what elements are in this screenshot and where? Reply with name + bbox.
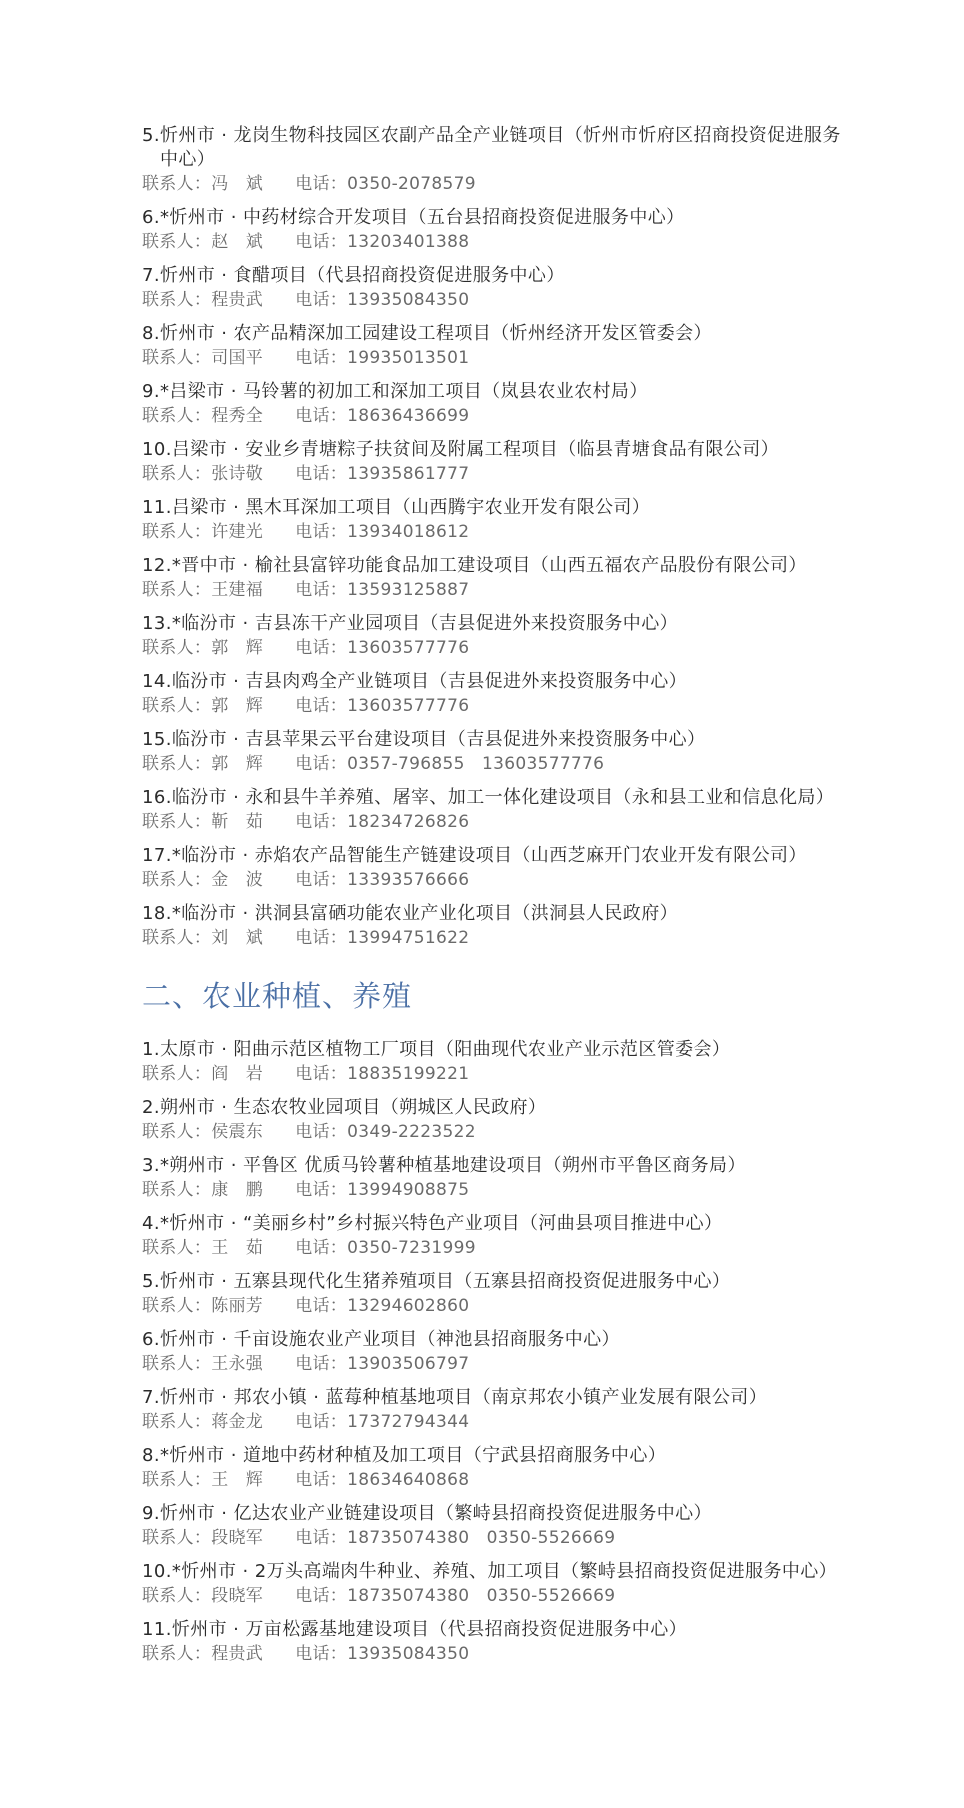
contact-label: 联系人：	[142, 696, 212, 716]
contact-name: 王 辉	[211, 1470, 264, 1490]
phone-label: 电话：	[295, 1354, 348, 1374]
contact-line	[142, 1352, 860, 1376]
section-agri-planting-list	[142, 1038, 860, 1676]
project-item	[142, 1386, 860, 1434]
project-title: 16.临汾市 · 永和县牛羊养殖、屠宰、加工一体化建设项目（永和县工业和信息化局）	[142, 787, 835, 808]
contact-line	[142, 1294, 860, 1318]
contact-label: 联系人：	[142, 812, 212, 832]
contact-line	[142, 1526, 860, 1550]
contact-line	[142, 810, 860, 834]
project-title: 18.*临汾市 · 洪洞县富硒功能农业产业化项目（洪洞县人民政府）	[142, 903, 678, 924]
project-item	[142, 1328, 860, 1376]
contact-label: 联系人：	[142, 406, 212, 426]
phone-label: 电话：	[295, 522, 348, 542]
phone-number: 19935013501	[347, 348, 470, 368]
contact-name: 段晓军	[211, 1586, 264, 1606]
phone-label: 电话：	[295, 870, 348, 890]
phone-number: 13935084350	[347, 290, 470, 310]
contact-name: 段晓军	[211, 1528, 264, 1548]
project-title: 9.*吕梁市 · 马铃薯的初加工和深加工项目（岚县农业农村局）	[142, 381, 648, 402]
contact-name: 郭 辉	[211, 754, 264, 774]
phone-number: 13603577776	[347, 696, 470, 716]
contact-line	[142, 288, 860, 312]
phone-number: 13603577776	[347, 638, 470, 658]
phone-label: 电话：	[295, 638, 348, 658]
phone-number: 18735074380 0350-5526669	[347, 1586, 616, 1606]
project-item	[142, 728, 860, 776]
contact-line	[142, 346, 860, 370]
contact-label: 联系人：	[142, 638, 212, 658]
project-title-continuation: 中心）	[160, 149, 216, 170]
project-item	[142, 1154, 860, 1202]
project-title: 8.*忻州市 · 道地中药材种植及加工项目（宁武县招商服务中心）	[142, 1445, 667, 1466]
phone-number: 13903506797	[347, 1354, 470, 1374]
phone-number: 0357-796855 13603577776	[347, 754, 605, 774]
project-title: 4.*忻州市 · “美丽乡村”乡村振兴特色产业项目（河曲县项目推进中心）	[142, 1213, 723, 1234]
project-title: 11.忻州市 · 万亩松露基地建设项目（代县招商投资促进服务中心）	[142, 1619, 687, 1640]
contact-line	[142, 172, 860, 196]
contact-name: 蒋金龙	[211, 1412, 264, 1432]
project-title: 1.太原市 · 阳曲示范区植物工厂项目（阳曲现代农业产业示范区管委会）	[142, 1039, 731, 1060]
phone-label: 电话：	[295, 928, 348, 948]
project-title: 5.忻州市 · 五寨县现代化生猪养殖项目（五寨县招商投资促进服务中心）	[142, 1271, 731, 1292]
contact-name: 许建光	[211, 522, 264, 542]
phone-label: 电话：	[295, 464, 348, 484]
project-item	[142, 844, 860, 892]
project-title: 11.吕梁市 · 黑木耳深加工项目（山西腾宇农业开发有限公司）	[142, 497, 651, 518]
phone-number: 18234726826	[347, 812, 470, 832]
section-heading: 二、农业种植、养殖	[142, 979, 413, 1013]
project-item	[142, 380, 860, 428]
project-item	[142, 786, 860, 834]
contact-label: 联系人：	[142, 1064, 212, 1084]
phone-label: 电话：	[295, 1296, 348, 1316]
project-item	[142, 554, 860, 602]
contact-label: 联系人：	[142, 1412, 212, 1432]
contact-label: 联系人：	[142, 1238, 212, 1258]
project-title: 7.忻州市 · 邦农小镇 · 蓝莓种植基地项目（南京邦农小镇产业发展有限公司）	[142, 1387, 768, 1408]
contact-line	[142, 694, 860, 718]
project-title: 13.*临汾市 · 吉县冻干产业园项目（吉县促进外来投资服务中心）	[142, 613, 678, 634]
contact-label: 联系人：	[142, 1122, 212, 1142]
contact-line	[142, 1468, 860, 1492]
phone-label: 电话：	[295, 1238, 348, 1258]
contact-line	[142, 1062, 860, 1086]
project-item	[142, 1560, 860, 1608]
phone-label: 电话：	[295, 1180, 348, 1200]
project-item	[142, 1096, 860, 1144]
project-title: 5.忻州市 · 龙岗生物科技园区农副产品全产业链项目（忻州市忻府区招商投资促进服务	[142, 125, 841, 146]
phone-number: 0350-2078579	[347, 174, 476, 194]
project-title: 3.*朔州市 · 平鲁区 优质马铃薯种植基地建设项目（朔州市平鲁区商务局）	[142, 1155, 746, 1176]
project-title: 2.朔州市 · 生态农牧业园项目（朔城区人民政府）	[142, 1097, 547, 1118]
contact-line	[142, 926, 860, 950]
phone-label: 电话：	[295, 1412, 348, 1432]
phone-number: 18735074380 0350-5526669	[347, 1528, 616, 1548]
project-title: 10.吕梁市 · 安业乡青塘粽子扶贫间及附属工程项目（临县青塘食品有限公司）	[142, 439, 779, 460]
project-title: 14.临汾市 · 吉县肉鸡全产业链项目（吉县促进外来投资服务中心）	[142, 671, 687, 692]
phone-number: 0349-2223522	[347, 1122, 476, 1142]
contact-line	[142, 1410, 860, 1434]
contact-name: 程秀全	[211, 406, 264, 426]
phone-number: 13994751622	[347, 928, 470, 948]
contact-name: 刘 斌	[211, 928, 264, 948]
phone-number: 13935084350	[347, 1644, 470, 1664]
project-item	[142, 1444, 860, 1492]
contact-label: 联系人：	[142, 580, 212, 600]
phone-label: 电话：	[295, 290, 348, 310]
phone-label: 电话：	[295, 580, 348, 600]
contact-name: 冯 斌	[211, 174, 264, 194]
contact-name: 阎 岩	[211, 1064, 264, 1084]
contact-line	[142, 1120, 860, 1144]
project-title: 10.*忻州市 · 2万头高端肉牛种业、养殖、加工项目（繁峙县招商投资促进服务中心）	[142, 1561, 838, 1582]
project-item	[142, 1618, 860, 1666]
contact-line	[142, 1236, 860, 1260]
project-title: 15.临汾市 · 吉县苹果云平台建设项目（吉县促进外来投资服务中心）	[142, 729, 706, 750]
project-title: 17.*临汾市 · 赤焰农产品智能生产链建设项目（山西芝麻开门农业开发有限公司）	[142, 845, 807, 866]
project-item	[142, 1212, 860, 1260]
project-item	[142, 902, 860, 950]
phone-number: 13994908875	[347, 1180, 470, 1200]
phone-label: 电话：	[295, 1122, 348, 1142]
contact-name: 金 波	[211, 870, 264, 890]
project-title: 6.忻州市 · 千亩设施农业产业项目（神池县招商服务中心）	[142, 1329, 620, 1350]
project-item	[142, 1270, 860, 1318]
contact-name: 王建福	[211, 580, 264, 600]
project-item	[142, 206, 860, 254]
contact-label: 联系人：	[142, 232, 212, 252]
contact-name: 张诗敬	[211, 464, 264, 484]
contact-line	[142, 1584, 860, 1608]
phone-number: 0350-7231999	[347, 1238, 476, 1258]
section-agri-processing-list	[142, 124, 860, 960]
project-title: 6.*忻州市 · 中药材综合开发项目（五台县招商投资促进服务中心）	[142, 207, 685, 228]
contact-name: 赵 斌	[211, 232, 264, 252]
contact-name: 司国平	[211, 348, 264, 368]
phone-number: 13593125887	[347, 580, 470, 600]
project-item	[142, 322, 860, 370]
project-title: 9.忻州市 · 亿达农业产业链建设项目（繁峙县招商投资促进服务中心）	[142, 1503, 712, 1524]
contact-name: 王 茹	[211, 1238, 264, 1258]
contact-label: 联系人：	[142, 1180, 212, 1200]
contact-label: 联系人：	[142, 464, 212, 484]
contact-line	[142, 230, 860, 254]
project-item	[142, 670, 860, 718]
phone-label: 电话：	[295, 1064, 348, 1084]
contact-label: 联系人：	[142, 522, 212, 542]
contact-label: 联系人：	[142, 1586, 212, 1606]
contact-line	[142, 578, 860, 602]
phone-number: 18636436699	[347, 406, 470, 426]
contact-label: 联系人：	[142, 870, 212, 890]
contact-line	[142, 752, 860, 776]
contact-label: 联系人：	[142, 348, 212, 368]
phone-label: 电话：	[295, 754, 348, 774]
project-item	[142, 496, 860, 544]
contact-name: 靳 茹	[211, 812, 264, 832]
phone-number: 13935861777	[347, 464, 470, 484]
contact-line	[142, 1178, 860, 1202]
phone-label: 电话：	[295, 348, 348, 368]
phone-number: 13934018612	[347, 522, 470, 542]
contact-line	[142, 404, 860, 428]
project-title: 12.*晋中市 · 榆社县富锌功能食品加工建设项目（山西五福农产品股份有限公司）	[142, 555, 807, 576]
contact-label: 联系人：	[142, 1354, 212, 1374]
project-item	[142, 1502, 860, 1550]
project-title: 7.忻州市 · 食醋项目（代县招商投资促进服务中心）	[142, 265, 565, 286]
phone-number: 18634640868	[347, 1470, 470, 1490]
phone-label: 电话：	[295, 1528, 348, 1548]
contact-name: 侯震东	[211, 1122, 264, 1142]
phone-label: 电话：	[295, 1644, 348, 1664]
contact-line	[142, 636, 860, 660]
contact-label: 联系人：	[142, 174, 212, 194]
project-item	[142, 1038, 860, 1086]
contact-label: 联系人：	[142, 928, 212, 948]
project-item	[142, 264, 860, 312]
phone-number: 13393576666	[347, 870, 470, 890]
phone-label: 电话：	[295, 232, 348, 252]
contact-line	[142, 520, 860, 544]
contact-name: 康 鹏	[211, 1180, 264, 1200]
contact-line	[142, 462, 860, 486]
phone-label: 电话：	[295, 406, 348, 426]
contact-name: 程贵武	[211, 1644, 264, 1664]
contact-name: 郭 辉	[211, 696, 264, 716]
contact-label: 联系人：	[142, 1528, 212, 1548]
phone-number: 17372794344	[347, 1412, 470, 1432]
project-title: 8.忻州市 · 农产品精深加工园建设工程项目（忻州经济开发区管委会）	[142, 323, 712, 344]
contact-label: 联系人：	[142, 1470, 212, 1490]
contact-line	[142, 868, 860, 892]
contact-label: 联系人：	[142, 290, 212, 310]
phone-label: 电话：	[295, 1586, 348, 1606]
phone-number: 18835199221	[347, 1064, 470, 1084]
project-item	[142, 124, 860, 196]
contact-label: 联系人：	[142, 1644, 212, 1664]
phone-label: 电话：	[295, 1470, 348, 1490]
phone-number: 13203401388	[347, 232, 470, 252]
phone-label: 电话：	[295, 174, 348, 194]
contact-name: 陈丽芳	[211, 1296, 264, 1316]
phone-label: 电话：	[295, 696, 348, 716]
contact-line	[142, 1642, 860, 1666]
project-item	[142, 612, 860, 660]
project-item	[142, 438, 860, 486]
contact-name: 程贵武	[211, 290, 264, 310]
contact-name: 王永强	[211, 1354, 264, 1374]
phone-label: 电话：	[295, 812, 348, 832]
contact-name: 郭 辉	[211, 638, 264, 658]
contact-label: 联系人：	[142, 754, 212, 774]
phone-number: 13294602860	[347, 1296, 470, 1316]
contact-label: 联系人：	[142, 1296, 212, 1316]
